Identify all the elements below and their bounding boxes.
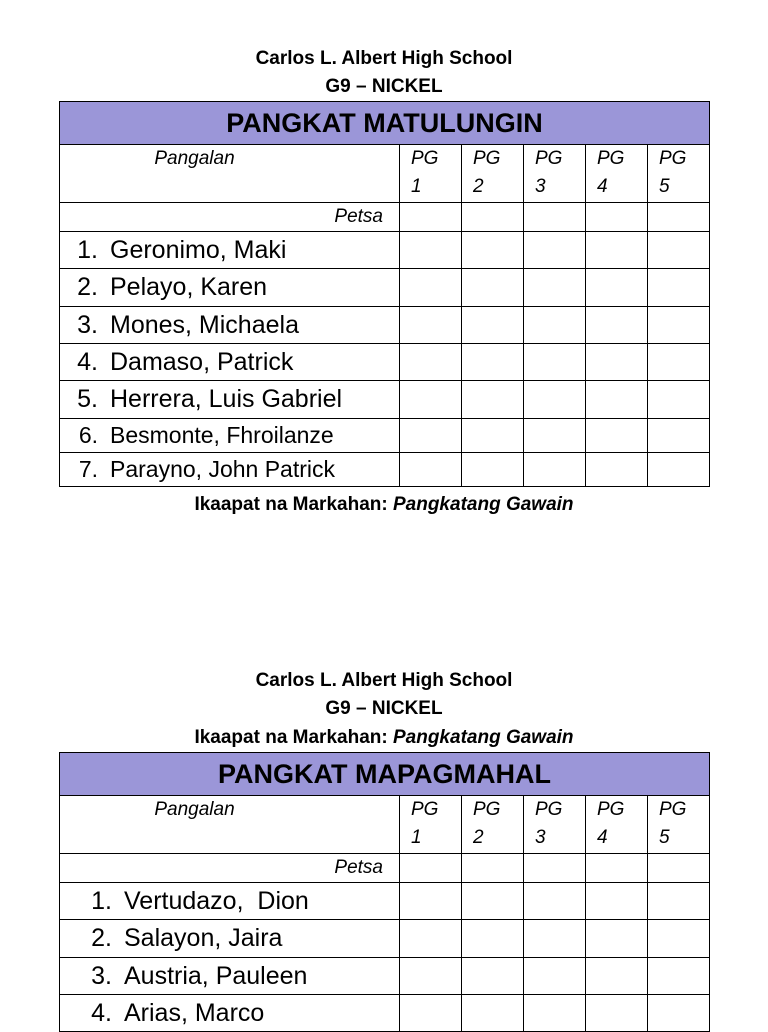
student-name: Salayon, Jaira xyxy=(124,924,283,952)
table-row xyxy=(60,381,710,419)
score-cell[interactable] xyxy=(648,958,710,995)
student-name: Geronimo, Maki xyxy=(110,236,287,264)
table-row xyxy=(60,232,710,269)
score-cell[interactable] xyxy=(400,883,462,920)
student-number: 3. xyxy=(77,311,98,339)
score-cell[interactable] xyxy=(524,883,586,920)
school-name: Carlos L. Albert High School xyxy=(255,48,513,69)
student-number: 1. xyxy=(77,236,98,264)
table-row xyxy=(60,419,710,453)
score-cell[interactable] xyxy=(524,307,586,344)
score-cell[interactable] xyxy=(400,419,462,453)
score-cell[interactable] xyxy=(400,381,462,419)
pg-header: PG 5 xyxy=(648,145,710,203)
score-cell[interactable] xyxy=(648,344,710,381)
score-cell[interactable] xyxy=(400,958,462,995)
score-cell[interactable] xyxy=(648,381,710,419)
student-name: Vertudazo, Dion xyxy=(124,887,309,915)
score-cell[interactable] xyxy=(462,958,524,995)
score-cell[interactable] xyxy=(462,232,524,269)
name-column-header: Pangalan xyxy=(60,145,400,203)
pg-header: PG 4 xyxy=(586,145,648,203)
date-cell[interactable] xyxy=(400,854,462,883)
score-cell[interactable] xyxy=(462,419,524,453)
score-cell[interactable] xyxy=(400,995,462,1032)
score-cell[interactable] xyxy=(524,920,586,958)
date-cell[interactable] xyxy=(462,854,524,883)
section-name: G9 – NICKEL xyxy=(325,76,443,97)
score-cell[interactable] xyxy=(648,232,710,269)
student-number: 4. xyxy=(77,348,98,376)
score-cell[interactable] xyxy=(400,307,462,344)
pg-header: PG 1 xyxy=(400,796,462,854)
section-name: G9 – NICKEL xyxy=(325,698,443,719)
score-cell[interactable] xyxy=(586,307,648,344)
group-title: PANGKAT MAPAGMAHAL xyxy=(60,753,710,796)
date-cell[interactable] xyxy=(524,854,586,883)
student-name: Pelayo, Karen xyxy=(110,273,268,301)
quarter-activity: Pangkatang Gawain xyxy=(392,727,574,748)
score-cell[interactable] xyxy=(586,920,648,958)
student-number: 3. xyxy=(91,962,112,990)
quarter-caption xyxy=(0,724,768,752)
score-cell[interactable] xyxy=(586,232,648,269)
score-cell[interactable] xyxy=(462,883,524,920)
score-cell[interactable] xyxy=(400,344,462,381)
date-cell[interactable] xyxy=(524,203,586,232)
score-cell[interactable] xyxy=(400,232,462,269)
table-row xyxy=(60,995,710,1032)
score-cell[interactable] xyxy=(462,995,524,1032)
score-cell[interactable] xyxy=(524,453,586,487)
pg-header: PG 1 xyxy=(400,145,462,203)
score-cell[interactable] xyxy=(524,958,586,995)
table-row xyxy=(60,883,710,920)
score-cell[interactable] xyxy=(462,344,524,381)
student-number: 4. xyxy=(91,999,112,1027)
quarter-label: Ikaapat na Markahan: xyxy=(194,494,388,515)
date-row-label: Petsa xyxy=(60,203,400,232)
table-row xyxy=(60,344,710,381)
score-cell[interactable] xyxy=(648,269,710,307)
pg-header: PG 4 xyxy=(586,796,648,854)
table-row xyxy=(60,920,710,958)
student-number: 7. xyxy=(78,456,98,482)
pg-header: PG 3 xyxy=(524,145,586,203)
score-cell[interactable] xyxy=(586,344,648,381)
table-row xyxy=(60,958,710,995)
score-cell[interactable] xyxy=(586,995,648,1032)
score-cell[interactable] xyxy=(524,269,586,307)
table-row xyxy=(60,307,710,344)
score-cell[interactable] xyxy=(524,344,586,381)
student-number: 2. xyxy=(77,273,98,301)
score-cell[interactable] xyxy=(648,419,710,453)
school-name: Carlos L. Albert High School xyxy=(255,670,513,691)
score-cell[interactable] xyxy=(648,920,710,958)
date-cell[interactable] xyxy=(586,203,648,232)
date-cell[interactable] xyxy=(462,203,524,232)
score-cell[interactable] xyxy=(462,453,524,487)
student-number: 1. xyxy=(91,887,112,915)
date-row-label: Petsa xyxy=(60,854,400,883)
score-cell[interactable] xyxy=(462,920,524,958)
pg-header: PG 3 xyxy=(524,796,586,854)
score-cell[interactable] xyxy=(586,419,648,453)
date-cell[interactable] xyxy=(400,203,462,232)
score-cell[interactable] xyxy=(648,883,710,920)
score-cell[interactable] xyxy=(462,381,524,419)
group-roster-table xyxy=(59,101,710,487)
table-row xyxy=(60,453,710,487)
student-number: 5. xyxy=(77,385,98,413)
quarter-activity: Pangkatang Gawain xyxy=(392,494,574,515)
name-column-header: Pangalan xyxy=(60,796,400,854)
pg-header: PG 2 xyxy=(462,796,524,854)
student-name: Parayno, John Patrick xyxy=(110,456,336,482)
score-cell[interactable] xyxy=(648,995,710,1032)
pg-header: PG 5 xyxy=(648,796,710,854)
student-name: Damaso, Patrick xyxy=(110,348,294,376)
student-name: Herrera, Luis Gabriel xyxy=(110,385,343,413)
student-name: Arias, Marco xyxy=(124,999,265,1027)
student-name: Besmonte, Fhroilanze xyxy=(110,422,334,448)
score-cell[interactable] xyxy=(586,381,648,419)
date-cell[interactable] xyxy=(586,854,648,883)
score-cell[interactable] xyxy=(524,381,586,419)
student-number: 6. xyxy=(78,422,98,448)
date-cell[interactable] xyxy=(648,854,710,883)
student-name: Austria, Pauleen xyxy=(124,962,308,990)
quarter-caption xyxy=(0,491,768,519)
group-roster-table xyxy=(59,752,710,1032)
score-cell[interactable] xyxy=(462,269,524,307)
student-name: Mones, Michaela xyxy=(110,311,299,339)
score-cell[interactable] xyxy=(648,453,710,487)
score-cell[interactable] xyxy=(586,958,648,995)
score-cell[interactable] xyxy=(586,453,648,487)
score-cell[interactable] xyxy=(586,883,648,920)
score-cell[interactable] xyxy=(648,307,710,344)
group-title: PANGKAT MATULUNGIN xyxy=(60,102,710,145)
score-cell[interactable] xyxy=(400,920,462,958)
pg-header: PG 2 xyxy=(462,145,524,203)
score-cell[interactable] xyxy=(586,269,648,307)
quarter-label: Ikaapat na Markahan: xyxy=(194,727,388,748)
score-cell[interactable] xyxy=(462,307,524,344)
score-cell[interactable] xyxy=(524,419,586,453)
table-row xyxy=(60,269,710,307)
score-cell[interactable] xyxy=(524,232,586,269)
student-number: 2. xyxy=(91,924,112,952)
score-cell[interactable] xyxy=(524,995,586,1032)
score-cell[interactable] xyxy=(400,269,462,307)
date-cell[interactable] xyxy=(648,203,710,232)
score-cell[interactable] xyxy=(400,453,462,487)
